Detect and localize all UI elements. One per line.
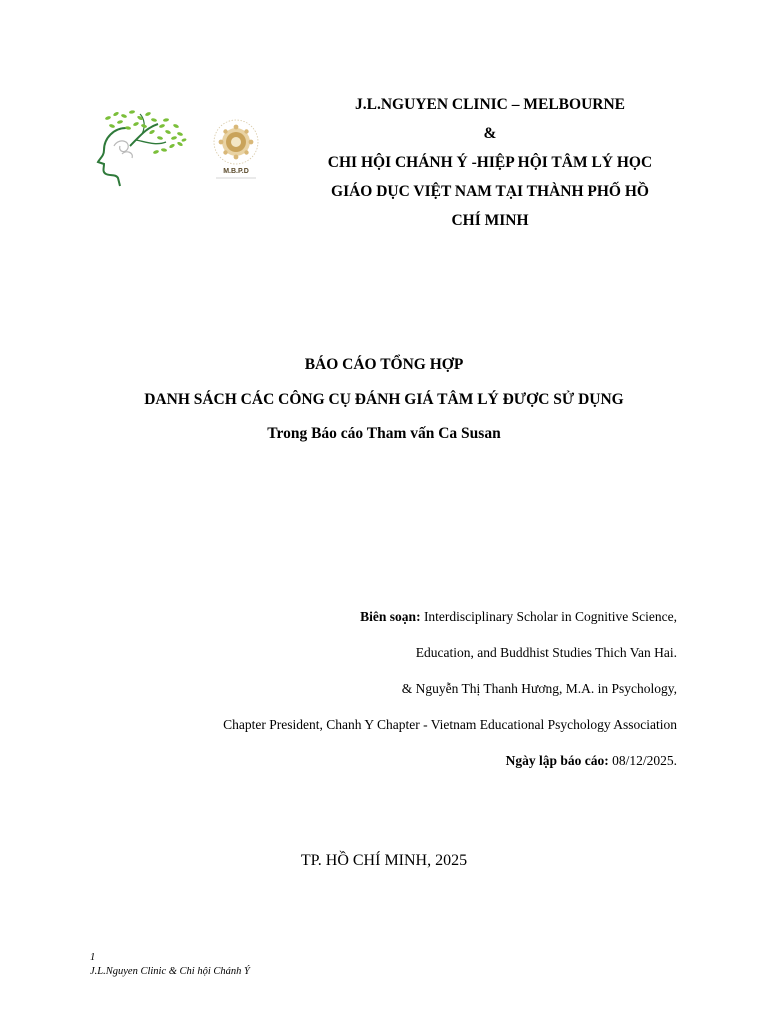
header-line-chapter: CHI HỘI CHÁNH Ý -HIỆP HỘI TÂM LÝ HỌC: [327, 154, 653, 171]
lotus-seal-icon: [204, 116, 268, 182]
report-date: [77, 748, 677, 784]
report-title: [0, 350, 768, 454]
date-value: 08/12/2025.: [608, 753, 677, 768]
header-line-association: GIÁO DỤC VIỆT NAM TẠI THÀNH PHỐ HỒ: [331, 183, 649, 200]
header-line-ampersand: &: [483, 125, 497, 142]
title-line-2: DANH SÁCH CÁC CÔNG CỤ ĐÁNH GIÁ TÂM LÝ ĐƯỢC SỬ DỤNG: [144, 390, 624, 408]
author-line-2: Education, and Buddhist Studies Thich Van Hai.: [415, 645, 677, 660]
logo-group: [96, 106, 276, 190]
author-line-1: [77, 604, 677, 640]
header-line-city: CHÍ MINH: [451, 212, 529, 229]
title-line-3: Trong Báo cáo Tham vấn Ca Susan: [267, 425, 501, 442]
header-block: [300, 90, 680, 235]
date-label: Ngày lập báo cáo:: [505, 753, 609, 768]
mbpd-logo: [204, 116, 268, 182]
credits-block: [77, 604, 677, 784]
author-text-1: Interdisciplinary Scholar in Cognitive Science,: [420, 609, 677, 624]
footer-text: J.L.Nguyen Clinic & Chi hội Chánh Ý: [90, 966, 250, 977]
svg-text:M.B.P.D: M.B.P.D: [223, 168, 249, 175]
tree-head-icon: [96, 106, 188, 190]
page-footer: [90, 951, 250, 979]
place-year: TP. HỒ CHÍ MINH, 2025: [300, 852, 468, 869]
author-line-3: & Nguyễn Thị Thanh Hương, M.A. in Psychology,: [401, 681, 677, 696]
title-line-1: BÁO CÁO TỔNG HỢP: [304, 356, 464, 373]
header-line-clinic: J.L.NGUYEN CLINIC – MELBOURNE: [355, 96, 625, 113]
author-line-4: Chapter President, Chanh Y Chapter - Vietnam Educational Psychology Association: [223, 717, 677, 732]
page-number: 1: [90, 952, 96, 963]
author-label: Biên soạn:: [360, 609, 421, 624]
